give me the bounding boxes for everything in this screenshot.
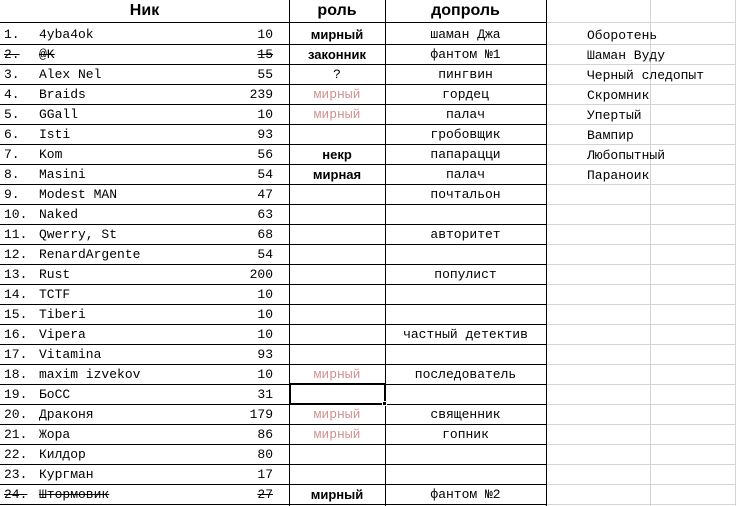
- header-border: [0, 22, 547, 23]
- player-nick[interactable]: БоСС: [39, 387, 71, 402]
- player-role[interactable]: [289, 465, 385, 485]
- player-nick[interactable]: Braids: [39, 87, 86, 102]
- player-score[interactable]: 93: [257, 127, 273, 142]
- player-score[interactable]: 27: [257, 487, 273, 502]
- player-score[interactable]: 10: [257, 367, 273, 382]
- player-role[interactable]: законник: [308, 47, 366, 62]
- player-score[interactable]: 15: [257, 47, 273, 62]
- player-nick[interactable]: @K: [39, 47, 55, 62]
- player-role[interactable]: мирный: [313, 427, 361, 442]
- row-number: 8.: [4, 167, 20, 182]
- player-extra-role[interactable]: шаман Джа: [430, 27, 501, 42]
- row-number: 1.: [4, 27, 20, 42]
- player-nick[interactable]: Qwerry, St: [39, 227, 118, 242]
- row-number: 2.: [4, 47, 20, 62]
- row-number: 16.: [4, 327, 28, 342]
- player-score[interactable]: 10: [257, 307, 273, 322]
- row-number: 22.: [4, 447, 28, 462]
- row-number: 12.: [4, 247, 28, 262]
- player-nick[interactable]: Modest MAN: [39, 187, 118, 202]
- player-score[interactable]: 10: [257, 287, 273, 302]
- row-number: 17.: [4, 347, 28, 362]
- player-score[interactable]: 179: [249, 407, 273, 422]
- row-number: 11.: [4, 227, 28, 242]
- player-extra-role[interactable]: [385, 445, 546, 465]
- header-extra-role[interactable]: допроль: [431, 2, 500, 19]
- player-role[interactable]: [289, 245, 385, 265]
- player-extra-role[interactable]: авторитет: [430, 227, 501, 242]
- player-role[interactable]: мирный: [313, 87, 361, 102]
- player-score[interactable]: 10: [257, 327, 273, 342]
- player-nick[interactable]: Masini: [39, 167, 86, 182]
- row-number: 23.: [4, 467, 28, 482]
- row-number: 10.: [4, 207, 28, 222]
- player-role[interactable]: мирный: [310, 487, 364, 502]
- player-nick[interactable]: Rust: [39, 267, 71, 282]
- player-nick[interactable]: GGall: [39, 107, 79, 122]
- player-extra-role[interactable]: почтальон: [430, 187, 501, 202]
- player-nick[interactable]: TCTF: [39, 287, 71, 302]
- player-role[interactable]: [289, 345, 385, 365]
- side-role-item[interactable]: Оборотень: [587, 28, 658, 43]
- side-role-item[interactable]: Черный следопыт: [587, 68, 705, 83]
- player-nick[interactable]: 4yba4ok: [39, 27, 94, 42]
- side-role-item[interactable]: Шаман Вуду: [587, 48, 666, 63]
- player-role[interactable]: [289, 265, 385, 285]
- player-role[interactable]: [289, 125, 385, 145]
- player-role[interactable]: [289, 185, 385, 205]
- side-role-item[interactable]: Упертый: [587, 108, 642, 123]
- player-nick[interactable]: Naked: [39, 207, 79, 222]
- player-nick[interactable]: Штормовик: [39, 487, 110, 502]
- player-role[interactable]: мирный: [313, 407, 361, 422]
- row-number: 4.: [4, 87, 20, 102]
- player-role[interactable]: мирный: [310, 27, 364, 42]
- row-number: 18.: [4, 367, 28, 382]
- player-extra-role[interactable]: гробовщик: [430, 127, 501, 142]
- player-extra-role[interactable]: фантом №1: [430, 47, 501, 62]
- player-extra-role[interactable]: [385, 205, 546, 225]
- player-nick[interactable]: Alex Nel: [39, 67, 102, 82]
- row-number: 20.: [4, 407, 28, 422]
- player-nick[interactable]: Кургман: [39, 467, 94, 482]
- player-score[interactable]: 63: [257, 207, 273, 222]
- player-extra-role[interactable]: [385, 385, 546, 405]
- player-nick[interactable]: Килдор: [39, 447, 86, 462]
- player-score[interactable]: 17: [257, 467, 273, 482]
- player-score[interactable]: 80: [257, 447, 273, 462]
- table-column-border: [546, 0, 547, 506]
- row-number: 19.: [4, 387, 28, 402]
- player-role[interactable]: [289, 205, 385, 225]
- fill-handle[interactable]: [382, 401, 387, 406]
- player-nick[interactable]: Драконя: [39, 407, 94, 422]
- player-extra-role[interactable]: [385, 285, 546, 305]
- side-role-item[interactable]: Скромник: [587, 88, 650, 103]
- row-number: 15.: [4, 307, 28, 322]
- player-extra-role[interactable]: последователь: [414, 367, 517, 382]
- player-score[interactable]: 54: [257, 167, 273, 182]
- player-score[interactable]: 10: [257, 27, 273, 42]
- player-nick[interactable]: RenardArgente: [39, 247, 141, 262]
- player-extra-role[interactable]: палач: [445, 107, 485, 122]
- player-score[interactable]: 239: [249, 87, 273, 102]
- player-role[interactable]: [289, 225, 385, 245]
- player-role[interactable]: мирный: [313, 367, 361, 382]
- player-nick[interactable]: maxim izvekov: [39, 367, 141, 382]
- side-role-item[interactable]: Параноик: [587, 168, 650, 183]
- row-number: 6.: [4, 127, 20, 142]
- player-score[interactable]: 56: [257, 147, 273, 162]
- player-nick[interactable]: Vitamina: [39, 347, 102, 362]
- player-extra-role[interactable]: [385, 245, 546, 265]
- row-number: 3.: [4, 67, 20, 82]
- player-extra-role[interactable]: [385, 465, 546, 485]
- player-nick[interactable]: Kom: [39, 147, 63, 162]
- row-number: 9.: [4, 187, 20, 202]
- header-nick[interactable]: Ник: [129, 2, 160, 19]
- player-nick[interactable]: Vipera: [39, 327, 86, 342]
- selected-cell[interactable]: [289, 383, 386, 405]
- player-role[interactable]: ?: [333, 67, 341, 82]
- player-score[interactable]: 93: [257, 347, 273, 362]
- player-role[interactable]: [289, 445, 385, 465]
- header-role[interactable]: роль: [317, 2, 357, 19]
- player-role[interactable]: мирная: [312, 167, 362, 182]
- player-score[interactable]: 47: [257, 187, 273, 202]
- player-score[interactable]: 86: [257, 427, 273, 442]
- player-extra-role[interactable]: [385, 305, 546, 325]
- player-extra-role[interactable]: гордец: [442, 87, 489, 102]
- player-extra-role[interactable]: гопник: [442, 427, 489, 442]
- player-extra-role[interactable]: палач: [445, 167, 485, 182]
- player-extra-role[interactable]: [385, 345, 546, 365]
- player-role[interactable]: [289, 325, 385, 345]
- player-score[interactable]: 54: [257, 247, 273, 262]
- row-number: 24.: [4, 487, 28, 502]
- side-role-item[interactable]: Вампир: [587, 128, 634, 143]
- side-role-item[interactable]: Любопытный: [587, 148, 666, 163]
- player-role[interactable]: [289, 305, 385, 325]
- player-extra-role[interactable]: папарацци: [430, 147, 501, 162]
- player-score[interactable]: 10: [257, 107, 273, 122]
- row-number: 5.: [4, 107, 20, 122]
- player-extra-role[interactable]: пингвин: [438, 67, 493, 82]
- row-number: 14.: [4, 287, 28, 302]
- player-nick[interactable]: Жора: [39, 427, 71, 442]
- row-number: 13.: [4, 267, 28, 282]
- player-role[interactable]: [289, 285, 385, 305]
- player-score[interactable]: 200: [249, 267, 273, 282]
- player-nick[interactable]: Tiberi: [39, 307, 86, 322]
- row-number: 21.: [4, 427, 28, 442]
- player-score[interactable]: 55: [257, 67, 273, 82]
- player-score[interactable]: 68: [257, 227, 273, 242]
- player-extra-role[interactable]: частный детектив: [403, 327, 528, 342]
- player-score[interactable]: 31: [257, 387, 273, 402]
- row-number: 7.: [4, 147, 20, 162]
- player-role[interactable]: мирный: [313, 107, 361, 122]
- player-extra-role[interactable]: популист: [434, 267, 497, 282]
- player-extra-role[interactable]: фантом №2: [430, 487, 501, 502]
- player-extra-role[interactable]: священник: [430, 407, 501, 422]
- player-nick[interactable]: Isti: [39, 127, 71, 142]
- player-role[interactable]: некр: [322, 147, 352, 162]
